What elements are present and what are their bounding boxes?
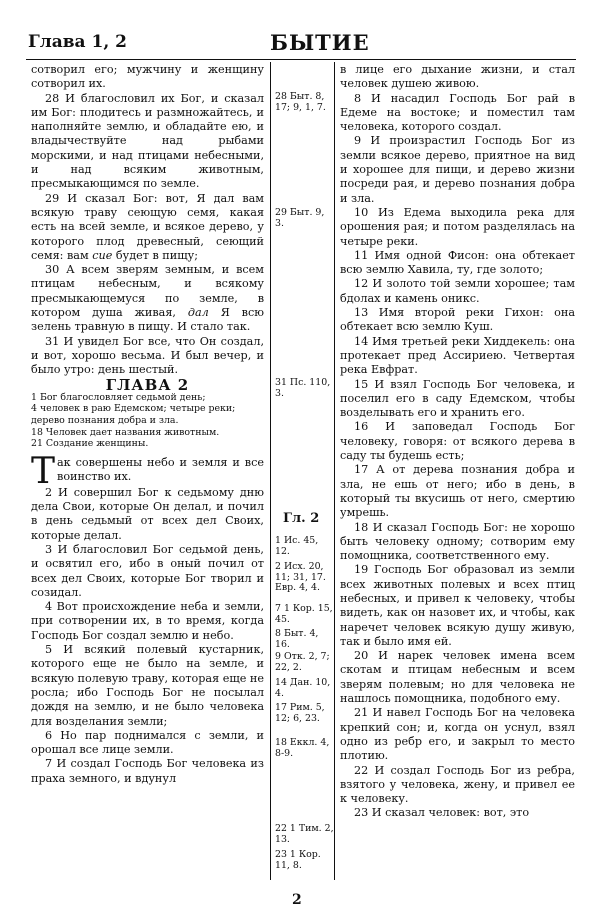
ref-1-28: 28 Быт. 8, 17; 9, 1, 7. — [275, 91, 326, 113]
chapter-reference: Глава 1, 2 — [28, 32, 127, 52]
verse-2-7: 7 И создал Господь Бог человека из праха земного, и вдунул — [31, 757, 264, 785]
ref-1-31: 31 Пс. 110, 3. — [275, 377, 331, 399]
verse-2-6: 6 Но пар поднимался с земли, и орошал все лице земли. — [31, 728, 264, 757]
drop-cap: Т — [31, 450, 56, 492]
verse-2-19: 19 Господь Бог образовал из земли всех животных полевых и всех птиц небесных, и привел к человеку, чтобы видеть, как он назовет их, и чтобы, как наречет человек всякую душу живую, так и было имя ей. — [340, 563, 575, 648]
ref-2-23: 23 1 Кор. 11, 8. — [275, 849, 321, 871]
ref-2-22: 22 1 Тим. 2, 13. — [275, 823, 334, 845]
chapter-2-summary: 1 Бог благословляет седьмой день; 4 человек в раю Едемском; четыре реки; дерево познания добра и зла. 18 Человек дает названия животным. 21 Создание женщины. — [31, 391, 236, 450]
chapter-2-marker: Гл. 2 — [283, 511, 320, 526]
ref-2-9: 9 Отк. 2, 7; 22, 2. — [275, 651, 330, 673]
verse-2-20: 20 И нарек человек имена всем скотам и птицам небесным и всем зверям полевым; но для человека не нашлось помощника, подобного ему. — [340, 649, 575, 706]
verse-2-10: 10 Из Едема выходила река для орошения рая; и потом разделялась на четыре реки. — [340, 205, 575, 248]
verse-2-4: 4 Вот происхождение неба и земли, при сотворении их, в то время, когда Господь Бог создал землю и небо. — [31, 600, 264, 642]
verse-2-7-end: в лице его дыхание жизни, и стал человек душею живою. — [340, 63, 575, 91]
ref-2-1: 1 Ис. 45, 12. — [275, 535, 319, 557]
verse-2-12: 12 И золото той земли хорошее; там бдолах и камень оникс. — [340, 277, 575, 305]
book-title: БЫТИЕ — [270, 30, 370, 55]
verse-2-11: 11 Имя одной Фисон: она обтекает всю землю Хавила, ту, где золото; — [340, 248, 575, 277]
ref-2-18: 18 Еккл. 4, 8-9. — [275, 737, 330, 759]
verse-2-18: 18 И сказал Господь Бог: не хорошо быть человеку одному; сотворим ему помощника, соответственного ему. — [340, 520, 575, 563]
ref-2-2: 2 Исх. 20, 11; 31, 17. Евр. 4, 4. — [275, 561, 326, 593]
verse-31: 31 И увидел Бог все, что Он создал, и вот, хорошо весьма. И был вечер, и было утро: день шестый. — [31, 334, 264, 377]
verse-2-8: 8 И насадил Господь Бог рай в Едеме на востоке; и поместил там человека, которого создал. — [340, 91, 575, 134]
verse-2-3: 3 И благословил Бог седьмой день, и освятил его, ибо в оный почил от всех дел Своих, которые Бог творил и созидал. — [31, 542, 264, 599]
ref-1-29: 29 Быт. 9, 3. — [275, 207, 325, 229]
verse-2-1: Так совершены небо и земля и все воинство их. — [31, 450, 264, 492]
verse-2-15: 15 И взял Господь Бог человека, и поселил его в саду Едемском, чтобы возделывать его и хранить его. — [340, 377, 575, 420]
chapter-2-title: ГЛАВА 2 — [105, 375, 190, 394]
verse-2-17: 17 А от дерева познания добра и зла, не ешь от него; ибо в день, в который ты вкусишь от него, смертию умрешь. — [340, 463, 575, 520]
verse-2-23: 23 И сказал человек: вот, это — [354, 806, 530, 820]
verse-2-9: 9 И произрастил Господь Бог из земли всякое дерево, приятное на вид и хорошее для пищи, и дерево жизни посреди рая, и дерево познания добра и зла. — [340, 134, 575, 205]
ref-2-17: 17 Рим. 5, 12; 6, 23. — [275, 702, 325, 724]
ref-2-14: 14 Дан. 10, 4. — [275, 677, 331, 699]
verse-2-22: 22 И создал Господь Бог из ребра, взятого у человека, жену, и привел ее к человеку. — [340, 763, 575, 806]
left-column — [31, 63, 264, 786]
verse-2-21: 21 И навел Господь Бог на человека крепкий сон; и, когда он уснул, взял одно из ребр его, и закрыл то место плотию. — [340, 706, 575, 763]
verse-27-end: сотворил его; мужчину и женщину сотворил их. — [31, 63, 264, 91]
verse-2-2: 2 И совершил Бог к седьмому дню дела Свои, которые Он делал, и почил в день седьмый от всех дел Своих, которые делал. — [31, 485, 264, 542]
verse-30: 30 А всем зверям земным, и всем птицам небесным, и всякому пресмыкающемуся по земле, в котором душа живая, дал Я всю зелень травную в пищу. И стало так. — [31, 263, 264, 334]
header-rule — [26, 59, 576, 60]
verse-2-5: 5 И всякий полевый кустарник, которого еще не было на земле, и всякую полевую траву, которая еще не росла; ибо Господь Бог не посылал дождя на землю, и не было человека для возделания земли; — [31, 643, 264, 728]
column-divider-left — [270, 62, 271, 880]
verse-29: 29 И сказал Бог: вот, Я дал вам всякую траву сеющую семя, какая есть на всей земле, и всякое дерево, у которого плод древесный, сеющий семя: вам сие будет в пищу; — [31, 191, 264, 262]
verse-2-16: 16 И заповедал Господь Бог человеку, говоря: от всякого дерева в саду ты будешь есть; — [340, 420, 575, 463]
verse-2-14: 14 Имя третьей реки Хиддекель: она протекает пред Ассириею. Четвертая река Евфрат. — [340, 334, 575, 377]
ref-2-8: 8 Быт. 4, 16. — [275, 628, 319, 650]
verse-2-13: 13 Имя второй реки Гихон: она обтекает всю землю Куш. — [340, 306, 575, 334]
verse-28: 28 И благословил их Бог, и сказал им Бог: плодитесь и размножайтесь, и наполняйте землю, и обладайте ею, и владычествуйте над рыбами морскими, и над птицами небесными, и над всяким животным, пресмыкающимся по земле. — [31, 91, 264, 191]
page-number: 2 — [292, 892, 302, 908]
right-column — [340, 63, 575, 821]
ref-2-7: 7 1 Кор. 15, 45. — [275, 603, 333, 625]
